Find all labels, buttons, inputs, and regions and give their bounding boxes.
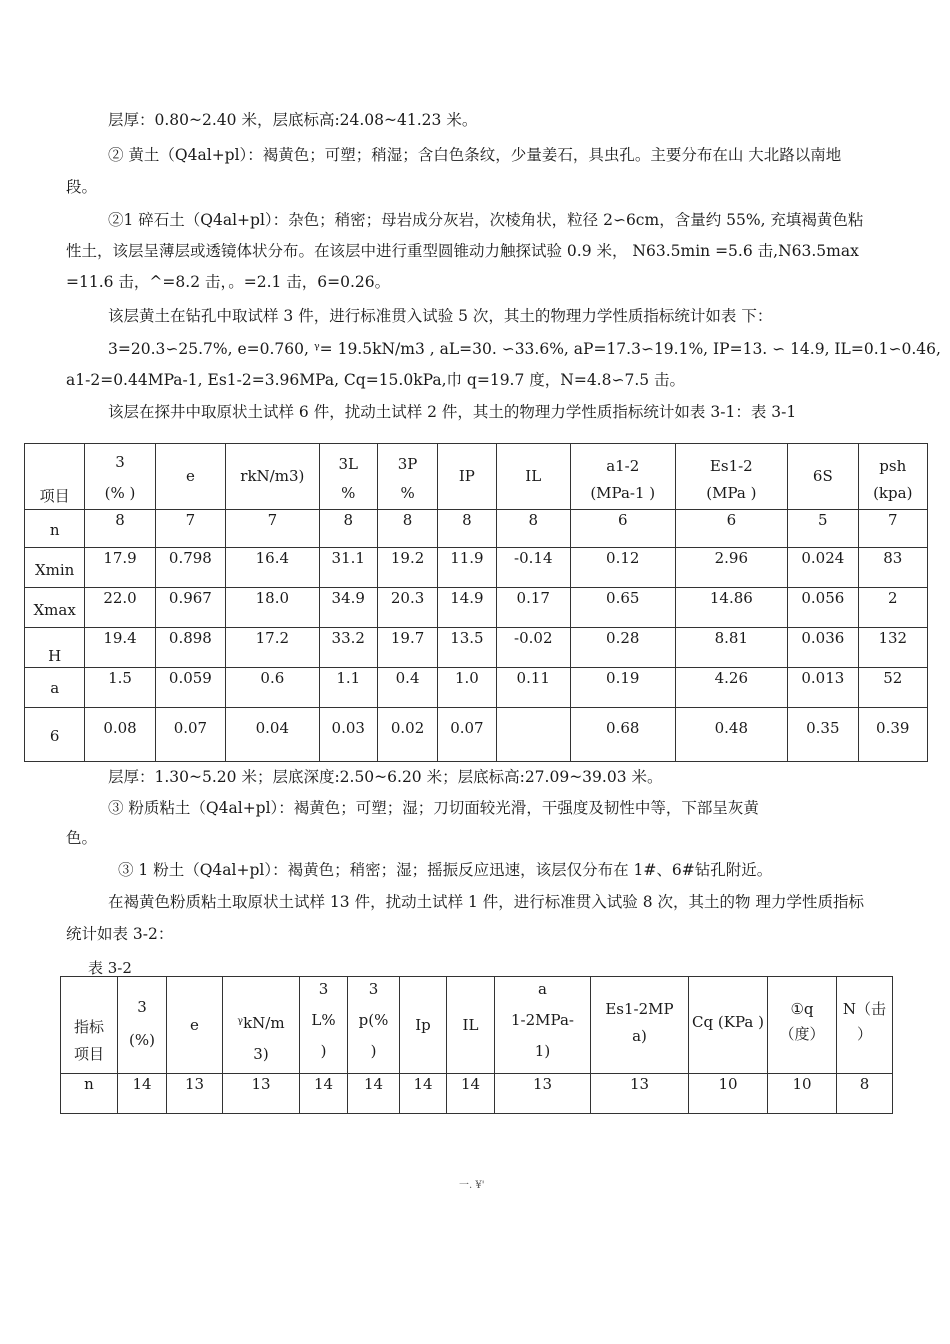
cell: 13 — [591, 1074, 689, 1114]
cell: 0.798 — [155, 548, 225, 588]
cell: 52 — [858, 668, 927, 708]
cell: 8.81 — [675, 628, 788, 668]
col-header-density: rkN/m3) — [226, 444, 320, 510]
cell: 10 — [768, 1074, 837, 1114]
cell: 0.4 — [377, 668, 437, 708]
cell: 7 — [155, 510, 225, 548]
col-header-e: e — [167, 977, 223, 1074]
cell: 14.86 — [675, 588, 788, 628]
cell: 0.056 — [788, 588, 858, 628]
cell: 0.19 — [570, 668, 675, 708]
cell: 0.024 — [788, 548, 858, 588]
para-layer-thickness-2: 层厚：1.30~5.20 米；层底深度:2.50~6.20 米；层底标高:27.09~39.03 米。 — [108, 768, 663, 786]
col-header-wp: 3 p(% ) — [348, 977, 400, 1074]
cell: 8 — [438, 510, 496, 548]
cell: 8 — [85, 510, 155, 548]
table-row — [25, 588, 928, 628]
cell: 0.12 — [570, 548, 675, 588]
cell: 5 — [788, 510, 858, 548]
col-header-il: IL — [447, 977, 495, 1074]
cell: 0.013 — [788, 668, 858, 708]
col-header-sat: 6S — [788, 444, 858, 510]
para-gravel-desc: ②1 碎石土（Q4al+pl）：杂色；稍密；母岩成分灰岩，次棱角状，粒径 2∽6cm，含量约 55%, 充填褐黄色粘 — [108, 211, 864, 229]
cell: 83 — [858, 548, 927, 588]
table-header-row — [61, 977, 893, 1074]
col-header-ip: IP — [438, 444, 496, 510]
cell: 17.9 — [85, 548, 155, 588]
cell: 6 — [570, 510, 675, 548]
cell: 0.28 — [570, 628, 675, 668]
cell: 0.898 — [155, 628, 225, 668]
col-header-il: IL — [496, 444, 570, 510]
table-3-1 — [24, 443, 928, 762]
cell: 16.4 — [226, 548, 320, 588]
para-silty-clay-samples: 在褐黄色粉质粘土取原状土试样 13 件，扰动土试样 1 件，进行标准贯入试验 8 次，其土的物 理力学性质指标 — [108, 893, 864, 911]
cell: 0.48 — [675, 708, 788, 762]
cell: 4.26 — [675, 668, 788, 708]
page-footer-mark: 一. ¥' — [459, 1180, 485, 1191]
cell: 14 — [118, 1074, 167, 1114]
cell: 0.35 — [788, 708, 858, 762]
cell: 18.0 — [226, 588, 320, 628]
cell: 0.036 — [788, 628, 858, 668]
row-label: n — [61, 1074, 118, 1114]
cell: 10 — [689, 1074, 768, 1114]
row-label: H — [25, 628, 85, 668]
cell: 14 — [300, 1074, 348, 1114]
col-header-wl: 3L % — [319, 444, 377, 510]
cell: 19.2 — [377, 548, 437, 588]
para-silty-clay-desc: ③ 粉质粘土（Q4al+pl）：褐黄色；可塑；湿；刀切面较光滑，干强度及韧性中等，下部呈灰黄 — [108, 799, 759, 817]
table-3-2 — [60, 976, 893, 1114]
cell: 0.04 — [226, 708, 320, 762]
cell: 0.68 — [570, 708, 675, 762]
cell: 0.07 — [438, 708, 496, 762]
col-header-es12: Es1-2MP a) — [591, 977, 689, 1074]
cell: 13 — [167, 1074, 223, 1114]
para-loess-stats: 3=20.3∽25.7%, e=0.760, ᵞ= 19.5kN/m3 , aL=30. ∽33.6%, aP=17.3∽19.1%, IP=13. ∽ 14.9, IL=0.1∽0.46, — [108, 340, 941, 358]
table-row — [61, 1074, 893, 1114]
cell: 19.7 — [377, 628, 437, 668]
col-header-ip: Ip — [400, 977, 447, 1074]
col-header-a12: a1-2 (MPa-1 ) — [570, 444, 675, 510]
col-header-es12: Es1-2 (MPa ) — [675, 444, 788, 510]
cell: 0.08 — [85, 708, 155, 762]
col-header-psh: psh (kpa) — [858, 444, 927, 510]
cell: 1.1 — [319, 668, 377, 708]
cell: 6 — [675, 510, 788, 548]
cell: 33.2 — [319, 628, 377, 668]
para-silt-desc: ③ 1 粉土（Q4al+pl）：褐黄色；稍密；湿；摇振反应迅速，该层仅分布在 1#、6#钻孔附近。 — [118, 861, 773, 879]
cell: 11.9 — [438, 548, 496, 588]
cell: 132 — [858, 628, 927, 668]
table-3-2-caption: 表 3-2 — [88, 959, 132, 977]
table-row — [25, 548, 928, 588]
table-row — [25, 708, 928, 762]
para-loess-stats-cont: a1-2=0.44MPa-1, Es1-2=3.96MPa, Cq=15.0kPa,巾 q=19.7 度，N=4.8∽7.5 击。 — [66, 371, 686, 389]
cell: 2.96 — [675, 548, 788, 588]
col-header-wl: 3 L% ) — [300, 977, 348, 1074]
cell: 0.11 — [496, 668, 570, 708]
cell: 7 — [858, 510, 927, 548]
cell: 22.0 — [85, 588, 155, 628]
cell: 8 — [319, 510, 377, 548]
cell: 8 — [377, 510, 437, 548]
col-header-wp: 3P % — [377, 444, 437, 510]
row-label: Xmax — [25, 588, 85, 628]
cell: 13.5 — [438, 628, 496, 668]
cell: 0.059 — [155, 668, 225, 708]
para-loess-desc: ② 黄土（Q4al+pl）：褐黄色；可塑；稍湿；含白色条纹，少量姜石，具虫孔。主要分布在山 大北路以南地 — [108, 146, 842, 164]
col-header-cq: Cq (KPa ) — [689, 977, 768, 1074]
para-gravel-desc-cont2: =11.6 击，^=8.2 击，。=2.1 击，6=0.26。 — [66, 273, 391, 291]
cell: 14 — [348, 1074, 400, 1114]
row-label: n — [25, 510, 85, 548]
cell: 8 — [837, 1074, 893, 1114]
cell: 17.2 — [226, 628, 320, 668]
cell: -0.02 — [496, 628, 570, 668]
cell: 20.3 — [377, 588, 437, 628]
cell: 0.03 — [319, 708, 377, 762]
cell: 14.9 — [438, 588, 496, 628]
cell: 8 — [496, 510, 570, 548]
para-loess-desc-cont: 段。 — [66, 178, 98, 196]
col-header-phi: ①q （度） — [768, 977, 837, 1074]
table-header-row — [25, 444, 928, 510]
cell: -0.14 — [496, 548, 570, 588]
cell: 1.5 — [85, 668, 155, 708]
col-header-item: 项目 — [25, 444, 85, 510]
cell: 7 — [226, 510, 320, 548]
para-silty-clay-desc-cont: 色。 — [66, 829, 98, 847]
para-layer-thickness-1: 层厚：0.80~2.40 米，层底标高:24.08~41.23 米。 — [108, 111, 478, 129]
col-header-water: 3 (% ) — [85, 444, 155, 510]
cell: 0.17 — [496, 588, 570, 628]
cell: 13 — [223, 1074, 300, 1114]
cell: 0.967 — [155, 588, 225, 628]
cell: 2 — [858, 588, 927, 628]
col-header-unit-weight: ᵞkN/m 3) — [223, 977, 300, 1074]
para-loess-samples: 该层黄土在钻孔中取试样 3 件，进行标准贯入试验 5 次，其土的物理力学性质指标统计如表 下： — [108, 307, 773, 325]
col-header-a12: a 1-2MPa- 1) — [495, 977, 591, 1074]
para-silty-clay-samples-cont: 统计如表 3-2： — [66, 925, 174, 943]
cell: 0.65 — [570, 588, 675, 628]
cell: 0.02 — [377, 708, 437, 762]
cell: 0.39 — [858, 708, 927, 762]
cell: 14 — [447, 1074, 495, 1114]
cell: 34.9 — [319, 588, 377, 628]
cell: 14 — [400, 1074, 447, 1114]
cell — [496, 708, 570, 762]
para-table31-intro: 该层在探井中取原状土试样 6 件，扰动土试样 2 件，其土的物理力学性质指标统计如表 3-1：表 3-1 — [108, 403, 797, 421]
cell: 13 — [495, 1074, 591, 1114]
cell: 1.0 — [438, 668, 496, 708]
row-label: Xmin — [25, 548, 85, 588]
col-header-item: 指标 项目 — [61, 977, 118, 1074]
col-header-e: e — [155, 444, 225, 510]
cell: 19.4 — [85, 628, 155, 668]
row-label: a — [25, 668, 85, 708]
table-row — [25, 668, 928, 708]
row-label: 6 — [25, 708, 85, 762]
table-row — [25, 510, 928, 548]
cell: 0.07 — [155, 708, 225, 762]
cell: 31.1 — [319, 548, 377, 588]
para-gravel-desc-cont1: 性土，该层呈薄层或透镜体状分布。在该层中进行重型圆锥动力触探试验 0.9 米， N63.5min =5.6 击,N63.5max — [66, 242, 859, 260]
table-row — [25, 628, 928, 668]
cell: 0.6 — [226, 668, 320, 708]
col-header-n: N（击 ） — [837, 977, 893, 1074]
col-header-water: 3 (%) — [118, 977, 167, 1074]
